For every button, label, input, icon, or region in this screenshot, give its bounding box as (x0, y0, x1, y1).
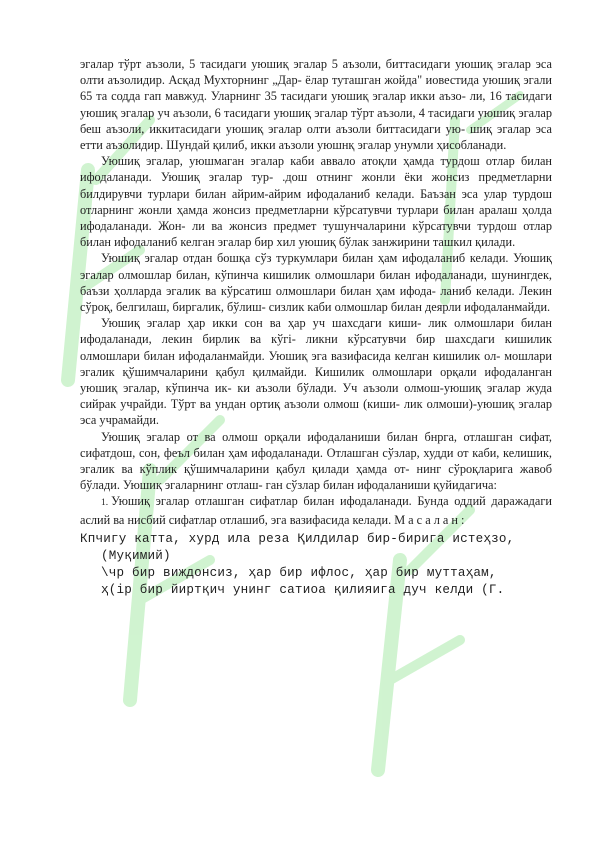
example-line-3: ҳ(ір бир йиртқич унинг сатиоа қилияига дуч келди (Г. (101, 582, 505, 597)
paragraph-4: Уюшиқ эгалар ҳар икки сон ва ҳар уч шахсдаги киши- лик олмошлари билан ифодаланади, лекин бирлик ва кўгі- ликни кўрсатувчи бир шахсдаги кишилик олмошлари билан ифодаланмайди. Уюшиқ эга вазифасида келган кишилик ол- мошлари эгалик қўшимчаларини қабул қилмайди. Кишилик олмошлари орқали ифодаланган уюшиқ эгалар, кўпинча ик- ки аъзоли бўлади. Уч аъзоли олмош-уюшиқ эгалар жуда сийрак учрайди. Тўрт ва ундан ортиқ аъзоли олмош (киши- лик олмоши)-уюшиқ эгалар эса учрамайди. (80, 316, 552, 428)
example-line-2: \чр бир виждонсиз, ҳар бир ифлос, ҳар бир муттаҳам, (101, 565, 497, 580)
list-number: 1. (101, 498, 109, 509)
paragraph-2: Уюшиқ эгалар, уюшмаган эгалар каби аввало атоқли ҳамда турдош отлар билан ифодаланади. Уюшиқ эгалар тур- .дош отнинг жонли ёки жонсиз предметларни билдирувчи турлари билан айрим-айрим ифодаланиб келади. Баъзан эса улар турдош отларнинг жонли ҳамда жонсиз предметларни кўрсатувчи турлари билан аралаш ҳолда ифодаланади. Жон- ли ва жонсиз предмет тушунчаларини кўрсатувчи турдош отлар билан ифодаланиб келган эгалар бир хил уюшиқ бўлак занжирини ташкил қилади. (80, 154, 552, 250)
example-line-1: Кпчигу катта, хурд ила реза Қилдилар бир-бирига истеҳзо, (80, 531, 515, 546)
paragraph-3: Уюшиқ эгалар отдан бошқа сўз туркумлари билан ҳам ифодаланиб келади. Уюшиқ эгалар олмошлар билан, кўпинча кишилик олмошлари билан ифодаланади, шунингдек, баъзи ҳолларда эгалик ва кўрсатиш олмошлари билан ҳам ифода- ланиб келади. Лекин сўроқ, белгилаш, биргалик, бўлиш- сизлик каби олмошлар билан деярли ифодаланмайди. (80, 251, 552, 315)
example-source: (Муқимий) (101, 548, 171, 563)
example-intro: Масалан: (394, 512, 468, 527)
paragraph-5: Уюшиқ эгалар от ва олмош орқали ифодаланиши билан бнрга, отлашган сифат, сифатдош, сон, феъл билан ҳам ифодаланади. Отлашган сўзлар, худди от каби, келишик, эгалик ва кўплик қўшимчаларини қабул қилади ҳамда от- нинг сўроқларига жавоб бўлади. Уюшиқ эгаларнинг отлаш- ган сўзлар билан ифодаланиши қуйидагича: (80, 429, 552, 493)
paragraph-1: эгалар тўрт аъзоли, 5 тасидаги уюшиқ эгалар 5 аъзоли, биттасидаги уюшиқ эгалар эса олти аъзолидир. Асқад Мухторнинг „Дар- ёлар туташган жойда" иовестида уюшиқ эгали 65 та содда гап мавжуд. Уларнинг 35 тасидаги уюшиқ эгалар икки аъзо- ли, 16 тасидаги уюшиқ эгалар уч аъзоли, 6 тасидаги уюшиқ эгалар тўрт аъзоли, 4 тасидаги уюшиқ эгалар беш аъзоли, иккитасидаги уюшиқ эгалар олти аъзоли биттасидаги ую- шиқ эгалар эса етти аъзолидир. Шундай қилиб, икки аъзоли уюшнқ эгалар унумли ҳисобланади. (80, 57, 552, 153)
document-page (80, 56, 552, 599)
numbered-text: Уюшиқ эгалар отлашган сифатлар билан ифодаланади. Бунда оддий даражадаги аслий ва нисбий сифатлар отлашиб, эга вазифасида келади. (80, 494, 552, 527)
numbered-paragraph (80, 493, 552, 527)
